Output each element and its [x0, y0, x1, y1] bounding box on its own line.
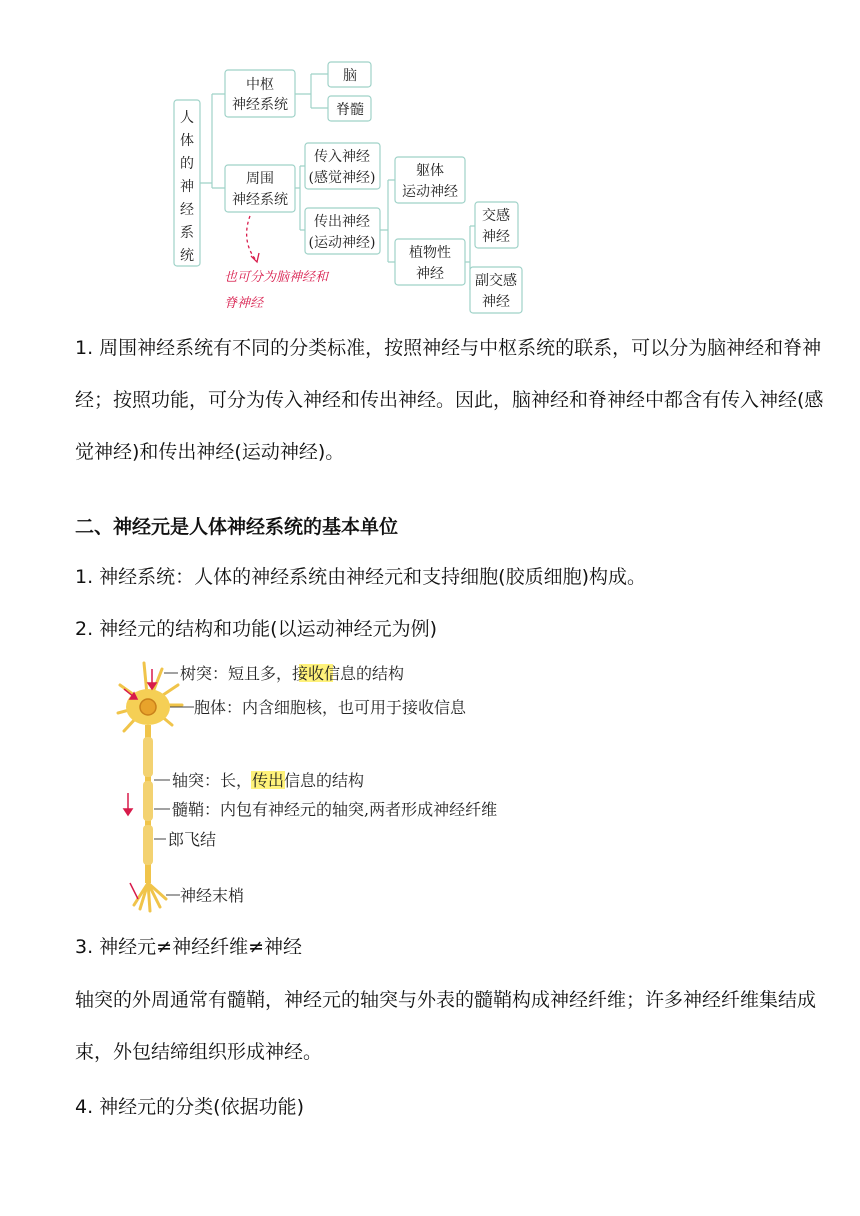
cell-body-label: 胞体：内含细胞核，也可用于接收信息 — [194, 698, 467, 717]
nervous-system-diagram — [0, 0, 860, 320]
note-arrowhead — [251, 253, 259, 262]
myelin-label: 髓鞘：内包有神经元的轴突,两者形成神经纤维 — [172, 800, 498, 819]
peripheral-label-1: 周围 — [246, 171, 274, 187]
sympathetic-label-1: 交感 — [482, 208, 510, 224]
handwritten-note-line-2: 脊神经 — [224, 296, 264, 311]
somatic-label-1: 躯体 — [416, 163, 444, 179]
svg-text:系: 系 — [180, 225, 194, 241]
parasympathetic-label-1: 副交感 — [475, 273, 517, 289]
nerve-terminal-label: 神经末梢 — [180, 886, 245, 905]
note-arrow — [247, 216, 256, 260]
svg-text:的: 的 — [180, 156, 194, 172]
axon-terminals — [134, 883, 166, 911]
nucleus — [140, 699, 156, 715]
point-1-nervous-system: 1. 神经系统：人体的神经系统由神经元和支持细胞(胶质细胞)构成。 — [75, 566, 646, 588]
dendrite-label: 树突：短且多，接收信息的结构 — [180, 664, 405, 683]
sympathetic-label-2: 神经 — [482, 229, 510, 245]
neuron-figure — [110, 655, 530, 915]
somatic-label-2: 运动神经 — [402, 184, 458, 200]
peripheral-classification-paragraph: 1. 周围神经系统有不同的分类标准，按照神经与中枢系统的联系，可以分为脑神经和脊神经；按照功能，可分为传入神经和传出神经。因此，脑神经和脊神经中都含有传入神经(感觉神经)和传出神经(运动神经)。 — [75, 337, 824, 463]
svg-text:体: 体 — [180, 133, 194, 149]
root-label — [180, 110, 194, 264]
svg-text:统: 统 — [180, 248, 194, 264]
svg-text:经: 经 — [180, 202, 194, 218]
peripheral-label-2: 神经系统 — [232, 192, 288, 208]
point-4-classification: 4. 神经元的分类(依据功能) — [75, 1096, 304, 1118]
handwritten-note-line-1: 也可分为脑神经和 — [224, 270, 329, 285]
efferent-label-2: (运动神经) — [308, 235, 376, 251]
axon-label: 轴突：长，传出信息的结构 — [172, 771, 365, 790]
brain-label: 脑 — [343, 68, 357, 84]
efferent-label-1: 传出神经 — [314, 214, 370, 230]
central-label-1: 中枢 — [246, 77, 274, 93]
connector-central — [295, 74, 328, 108]
parasympathetic-label-2: 神经 — [482, 294, 510, 310]
central-label-2: 神经系统 — [232, 97, 288, 113]
connector-peripheral — [295, 166, 305, 230]
svg-text:神: 神 — [180, 179, 194, 195]
autonomic-label-2: 神经 — [416, 266, 444, 282]
connector-efferent — [380, 180, 395, 262]
node-of-ranvier-label: 郎飞结 — [168, 830, 217, 849]
section-heading: 二、神经元是人体神经系统的基本单位 — [75, 516, 399, 538]
spinal-cord-label: 脊髓 — [336, 102, 364, 118]
point-2-neuron-structure: 2. 神经元的结构和功能(以运动神经元为例) — [75, 618, 437, 640]
autonomic-label-1: 植物性 — [409, 245, 451, 261]
myelin-segments — [143, 737, 153, 865]
point-3-explanation: 轴突的外周通常有髓鞘，神经元的轴突与外表的髓鞘构成神经纤维；许多神经纤维集结成束，外包结缔组织形成神经。 — [75, 989, 817, 1063]
afferent-label-2: (感觉神经) — [308, 170, 376, 186]
svg-text:人: 人 — [180, 110, 194, 126]
connector-root — [200, 94, 225, 188]
point-3-distinction: 3. 神经元≠神经纤维≠神经 — [75, 936, 303, 958]
afferent-label-1: 传入神经 — [314, 149, 370, 165]
